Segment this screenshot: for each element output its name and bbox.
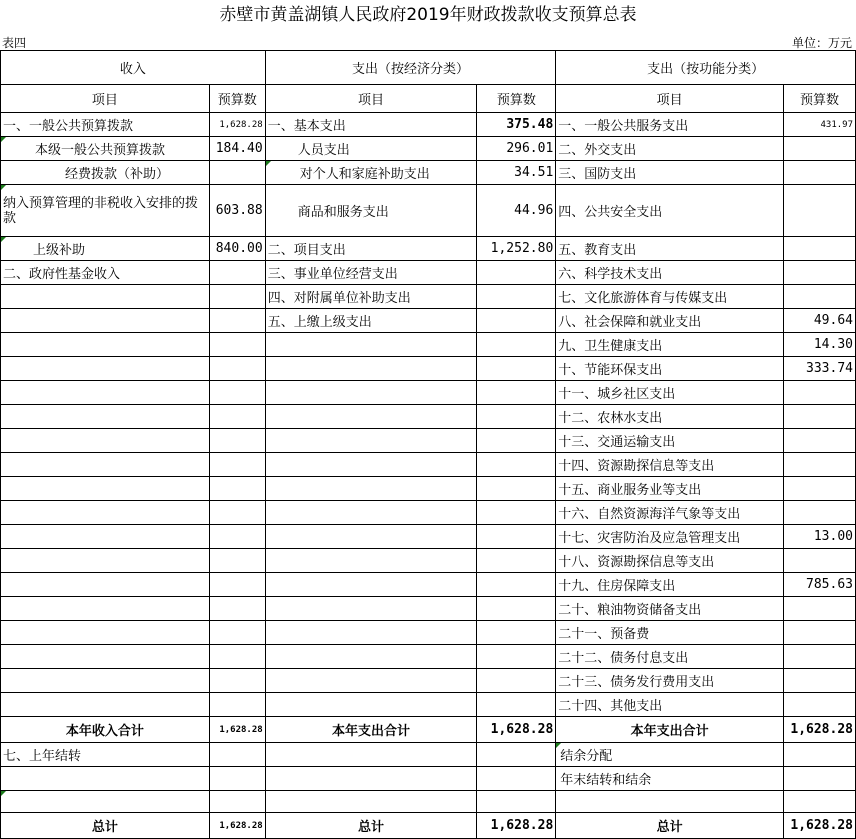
func-budget-cell bbox=[783, 405, 855, 429]
func-budget-cell bbox=[783, 381, 855, 405]
func-item-cell: 二十四、其他支出 bbox=[556, 693, 784, 717]
econ-budget-cell: 1,252.80 bbox=[477, 237, 556, 261]
econ-budget-cell bbox=[477, 261, 556, 285]
econ-item-cell bbox=[265, 621, 477, 645]
income-budget-cell: 840.00 bbox=[209, 237, 265, 261]
func-budget-cell: 49.64 bbox=[783, 309, 855, 333]
func-item-cell: 三、国防支出 bbox=[556, 161, 784, 185]
table-number: 表四 bbox=[2, 36, 27, 50]
func-budget-cell bbox=[783, 645, 855, 669]
table-row bbox=[1, 791, 856, 813]
func-item-cell: 二十二、债务付息支出 bbox=[556, 645, 784, 669]
econ-budget-cell bbox=[477, 791, 556, 813]
table-row bbox=[1, 767, 856, 791]
income-item-cell: 总计 bbox=[1, 813, 210, 839]
table-row bbox=[1, 161, 856, 185]
func-budget-cell bbox=[783, 161, 855, 185]
income-budget-cell bbox=[209, 693, 265, 717]
econ-item-cell: 二、项目支出 bbox=[265, 237, 477, 261]
econ-item-cell bbox=[265, 767, 477, 791]
income-budget-cell bbox=[209, 573, 265, 597]
econ-budget-cell bbox=[477, 645, 556, 669]
table-row bbox=[1, 357, 856, 381]
table-row bbox=[1, 453, 856, 477]
econ-budget-cell: 296.01 bbox=[477, 137, 556, 161]
income-item-cell bbox=[1, 381, 210, 405]
table-row bbox=[1, 477, 856, 501]
econ-item-cell bbox=[265, 693, 477, 717]
header-budget: 预算数 bbox=[209, 85, 265, 113]
table-row bbox=[1, 333, 856, 357]
income-item-cell bbox=[1, 791, 210, 813]
table-row bbox=[1, 185, 856, 237]
econ-budget-cell: 44.96 bbox=[477, 185, 556, 237]
table-row bbox=[1, 573, 856, 597]
income-item-cell bbox=[1, 767, 210, 791]
econ-item-cell bbox=[265, 453, 477, 477]
unit-label: 单位：万元 bbox=[791, 36, 852, 50]
table-row bbox=[1, 717, 856, 743]
econ-budget-cell bbox=[477, 573, 556, 597]
income-item-cell: 七、上年结转 bbox=[1, 743, 210, 767]
func-item-cell: 二十一、预备费 bbox=[556, 621, 784, 645]
econ-budget-cell bbox=[477, 285, 556, 309]
econ-item-cell bbox=[265, 333, 477, 357]
func-budget-cell bbox=[783, 429, 855, 453]
header-budget: 预算数 bbox=[783, 85, 855, 113]
econ-budget-cell bbox=[477, 597, 556, 621]
income-budget-cell bbox=[209, 669, 265, 693]
func-item-cell: 十五、商业服务业等支出 bbox=[556, 477, 784, 501]
table-row bbox=[1, 621, 856, 645]
func-budget-cell bbox=[783, 621, 855, 645]
econ-item-cell: 一、基本支出 bbox=[265, 113, 477, 137]
income-item-cell: 本级一般公共预算拨款 bbox=[1, 137, 210, 161]
income-item-cell bbox=[1, 309, 210, 333]
income-item-cell bbox=[1, 669, 210, 693]
income-item-cell bbox=[1, 405, 210, 429]
econ-budget-cell bbox=[477, 549, 556, 573]
econ-item-cell bbox=[265, 525, 477, 549]
func-budget-cell bbox=[783, 453, 855, 477]
econ-budget-cell: 375.48 bbox=[477, 113, 556, 137]
income-budget-cell bbox=[209, 357, 265, 381]
income-budget-cell bbox=[209, 309, 265, 333]
income-budget-cell bbox=[209, 525, 265, 549]
income-item-cell: 上级补助 bbox=[1, 237, 210, 261]
income-budget-cell bbox=[209, 477, 265, 501]
table-row bbox=[1, 549, 856, 573]
table-row bbox=[1, 137, 856, 161]
table-row bbox=[1, 405, 856, 429]
table-row bbox=[1, 261, 856, 285]
func-budget-cell bbox=[783, 767, 855, 791]
income-item-cell bbox=[1, 693, 210, 717]
income-budget-cell: 1,628.28 bbox=[209, 813, 265, 839]
income-item-cell bbox=[1, 549, 210, 573]
table-row bbox=[1, 113, 856, 137]
econ-item-cell: 本年支出合计 bbox=[265, 717, 477, 743]
econ-item-cell bbox=[265, 549, 477, 573]
budget-table bbox=[0, 50, 856, 839]
income-budget-cell bbox=[209, 161, 265, 185]
income-item-cell bbox=[1, 285, 210, 309]
table-row bbox=[1, 237, 856, 261]
income-item-cell bbox=[1, 357, 210, 381]
func-budget-cell bbox=[783, 477, 855, 501]
income-item-cell bbox=[1, 645, 210, 669]
econ-item-cell bbox=[265, 501, 477, 525]
econ-budget-cell bbox=[477, 453, 556, 477]
table-row bbox=[1, 381, 856, 405]
func-budget-cell: 1,628.28 bbox=[783, 717, 855, 743]
econ-budget-cell bbox=[477, 357, 556, 381]
func-item-cell: 二、外交支出 bbox=[556, 137, 784, 161]
func-item-cell: 四、公共安全支出 bbox=[556, 185, 784, 237]
econ-item-cell bbox=[265, 573, 477, 597]
func-budget-cell: 1,628.28 bbox=[783, 813, 855, 839]
econ-item-cell: 三、事业单位经营支出 bbox=[265, 261, 477, 285]
econ-budget-cell bbox=[477, 501, 556, 525]
econ-budget-cell bbox=[477, 429, 556, 453]
func-budget-cell bbox=[783, 261, 855, 285]
func-budget-cell: 785.63 bbox=[783, 573, 855, 597]
func-item-cell: 八、社会保障和就业支出 bbox=[556, 309, 784, 333]
func-item-cell: 十七、灾害防治及应急管理支出 bbox=[556, 525, 784, 549]
func-item-cell: 一、一般公共服务支出 bbox=[556, 113, 784, 137]
income-item-cell: 本年收入合计 bbox=[1, 717, 210, 743]
func-item-cell: 二十三、债务发行费用支出 bbox=[556, 669, 784, 693]
econ-budget-cell bbox=[477, 381, 556, 405]
income-item-cell bbox=[1, 453, 210, 477]
header-exp-func: 支出（按功能分类） bbox=[556, 51, 856, 85]
func-item-cell: 十三、交通运输支出 bbox=[556, 429, 784, 453]
econ-budget-cell bbox=[477, 405, 556, 429]
econ-budget-cell bbox=[477, 767, 556, 791]
econ-item-cell: 对个人和家庭补助支出 bbox=[265, 161, 477, 185]
income-budget-cell bbox=[209, 333, 265, 357]
income-budget-cell bbox=[209, 285, 265, 309]
table-row bbox=[1, 429, 856, 453]
func-budget-cell bbox=[783, 501, 855, 525]
econ-item-cell: 人员支出 bbox=[265, 137, 477, 161]
func-budget-cell: 431.97 bbox=[783, 113, 855, 137]
table-row bbox=[1, 743, 856, 767]
header-income: 收入 bbox=[1, 51, 266, 85]
func-item-cell: 二十、粮油物资储备支出 bbox=[556, 597, 784, 621]
func-budget-cell bbox=[783, 185, 855, 237]
income-budget-cell bbox=[209, 743, 265, 767]
econ-item-cell bbox=[265, 597, 477, 621]
econ-item-cell bbox=[265, 429, 477, 453]
section-header-row bbox=[1, 51, 856, 85]
income-item-cell bbox=[1, 501, 210, 525]
func-budget-cell bbox=[783, 237, 855, 261]
income-budget-cell: 603.88 bbox=[209, 185, 265, 237]
func-item-cell bbox=[556, 791, 784, 813]
income-budget-cell bbox=[209, 767, 265, 791]
income-item-cell bbox=[1, 573, 210, 597]
func-item-cell: 总计 bbox=[556, 813, 784, 839]
income-item-cell bbox=[1, 621, 210, 645]
econ-item-cell: 五、上缴上级支出 bbox=[265, 309, 477, 333]
column-header-row bbox=[1, 85, 856, 113]
table-row bbox=[1, 501, 856, 525]
table-row bbox=[1, 669, 856, 693]
func-budget-cell: 13.00 bbox=[783, 525, 855, 549]
header-item: 项目 bbox=[1, 85, 210, 113]
func-budget-cell bbox=[783, 791, 855, 813]
income-item-cell: 经费拨款（补助） bbox=[1, 161, 210, 185]
econ-budget-cell bbox=[477, 477, 556, 501]
econ-budget-cell bbox=[477, 693, 556, 717]
income-budget-cell bbox=[209, 597, 265, 621]
func-budget-cell bbox=[783, 743, 855, 767]
income-budget-cell bbox=[209, 549, 265, 573]
header-item: 项目 bbox=[265, 85, 477, 113]
func-budget-cell bbox=[783, 693, 855, 717]
income-item-cell bbox=[1, 525, 210, 549]
func-item-cell: 结余分配 bbox=[556, 743, 784, 767]
func-item-cell: 十六、自然资源海洋气象等支出 bbox=[556, 501, 784, 525]
func-item-cell: 七、文化旅游体育与传媒支出 bbox=[556, 285, 784, 309]
func-item-cell: 年末结转和结余 bbox=[556, 767, 784, 791]
func-item-cell: 五、教育支出 bbox=[556, 237, 784, 261]
income-budget-cell bbox=[209, 621, 265, 645]
econ-item-cell bbox=[265, 381, 477, 405]
func-item-cell: 十九、住房保障支出 bbox=[556, 573, 784, 597]
income-budget-cell bbox=[209, 453, 265, 477]
econ-item-cell: 商品和服务支出 bbox=[265, 185, 477, 237]
econ-item-cell bbox=[265, 357, 477, 381]
econ-budget-cell bbox=[477, 333, 556, 357]
func-item-cell: 九、卫生健康支出 bbox=[556, 333, 784, 357]
income-budget-cell: 184.40 bbox=[209, 137, 265, 161]
econ-item-cell bbox=[265, 669, 477, 693]
econ-budget-cell bbox=[477, 621, 556, 645]
income-budget-cell bbox=[209, 501, 265, 525]
func-item-cell: 十四、资源勘探信息等支出 bbox=[556, 453, 784, 477]
table-row bbox=[1, 525, 856, 549]
table-row bbox=[1, 813, 856, 839]
income-budget-cell bbox=[209, 261, 265, 285]
func-budget-cell: 14.30 bbox=[783, 333, 855, 357]
func-item-cell: 本年支出合计 bbox=[556, 717, 784, 743]
func-budget-cell bbox=[783, 137, 855, 161]
func-item-cell: 十一、城乡社区支出 bbox=[556, 381, 784, 405]
page-title: 赤壁市黄盖湖镇人民政府2019年财政拨款收支预算总表 bbox=[219, 5, 637, 25]
income-item-cell bbox=[1, 333, 210, 357]
econ-budget-cell bbox=[477, 525, 556, 549]
income-item-cell: 一、一般公共预算拨款 bbox=[1, 113, 210, 137]
func-budget-cell bbox=[783, 669, 855, 693]
econ-item-cell: 四、对附属单位补助支出 bbox=[265, 285, 477, 309]
func-item-cell: 十二、农林水支出 bbox=[556, 405, 784, 429]
func-budget-cell bbox=[783, 597, 855, 621]
income-budget-cell bbox=[209, 405, 265, 429]
econ-item-cell bbox=[265, 791, 477, 813]
income-item-cell bbox=[1, 429, 210, 453]
income-budget-cell: 1,628.28 bbox=[209, 113, 265, 137]
econ-budget-cell bbox=[477, 669, 556, 693]
table-row bbox=[1, 693, 856, 717]
econ-item-cell bbox=[265, 405, 477, 429]
econ-item-cell: 总计 bbox=[265, 813, 477, 839]
income-budget-cell bbox=[209, 791, 265, 813]
func-budget-cell: 333.74 bbox=[783, 357, 855, 381]
header-exp-econ: 支出（按经济分类） bbox=[265, 51, 556, 85]
econ-budget-cell: 1,628.28 bbox=[477, 813, 556, 839]
econ-item-cell bbox=[265, 743, 477, 767]
econ-budget-cell bbox=[477, 743, 556, 767]
table-row bbox=[1, 285, 856, 309]
econ-budget-cell bbox=[477, 309, 556, 333]
income-budget-cell bbox=[209, 645, 265, 669]
econ-item-cell bbox=[265, 477, 477, 501]
income-item-cell: 纳入预算管理的非税收入安排的拨款 bbox=[1, 185, 210, 237]
econ-budget-cell: 1,628.28 bbox=[477, 717, 556, 743]
table-row bbox=[1, 645, 856, 669]
header-budget: 预算数 bbox=[477, 85, 556, 113]
func-budget-cell bbox=[783, 549, 855, 573]
table-row bbox=[1, 309, 856, 333]
func-item-cell: 六、科学技术支出 bbox=[556, 261, 784, 285]
income-budget-cell bbox=[209, 381, 265, 405]
econ-budget-cell: 34.51 bbox=[477, 161, 556, 185]
income-budget-cell: 1,628.28 bbox=[209, 717, 265, 743]
income-item-cell bbox=[1, 597, 210, 621]
header-item: 项目 bbox=[556, 85, 784, 113]
func-item-cell: 十、节能环保支出 bbox=[556, 357, 784, 381]
func-budget-cell bbox=[783, 285, 855, 309]
table-row bbox=[1, 597, 856, 621]
income-item-cell bbox=[1, 477, 210, 501]
income-budget-cell bbox=[209, 429, 265, 453]
econ-item-cell bbox=[265, 645, 477, 669]
func-item-cell: 十八、资源勘探信息等支出 bbox=[556, 549, 784, 573]
income-item-cell: 二、政府性基金收入 bbox=[1, 261, 210, 285]
